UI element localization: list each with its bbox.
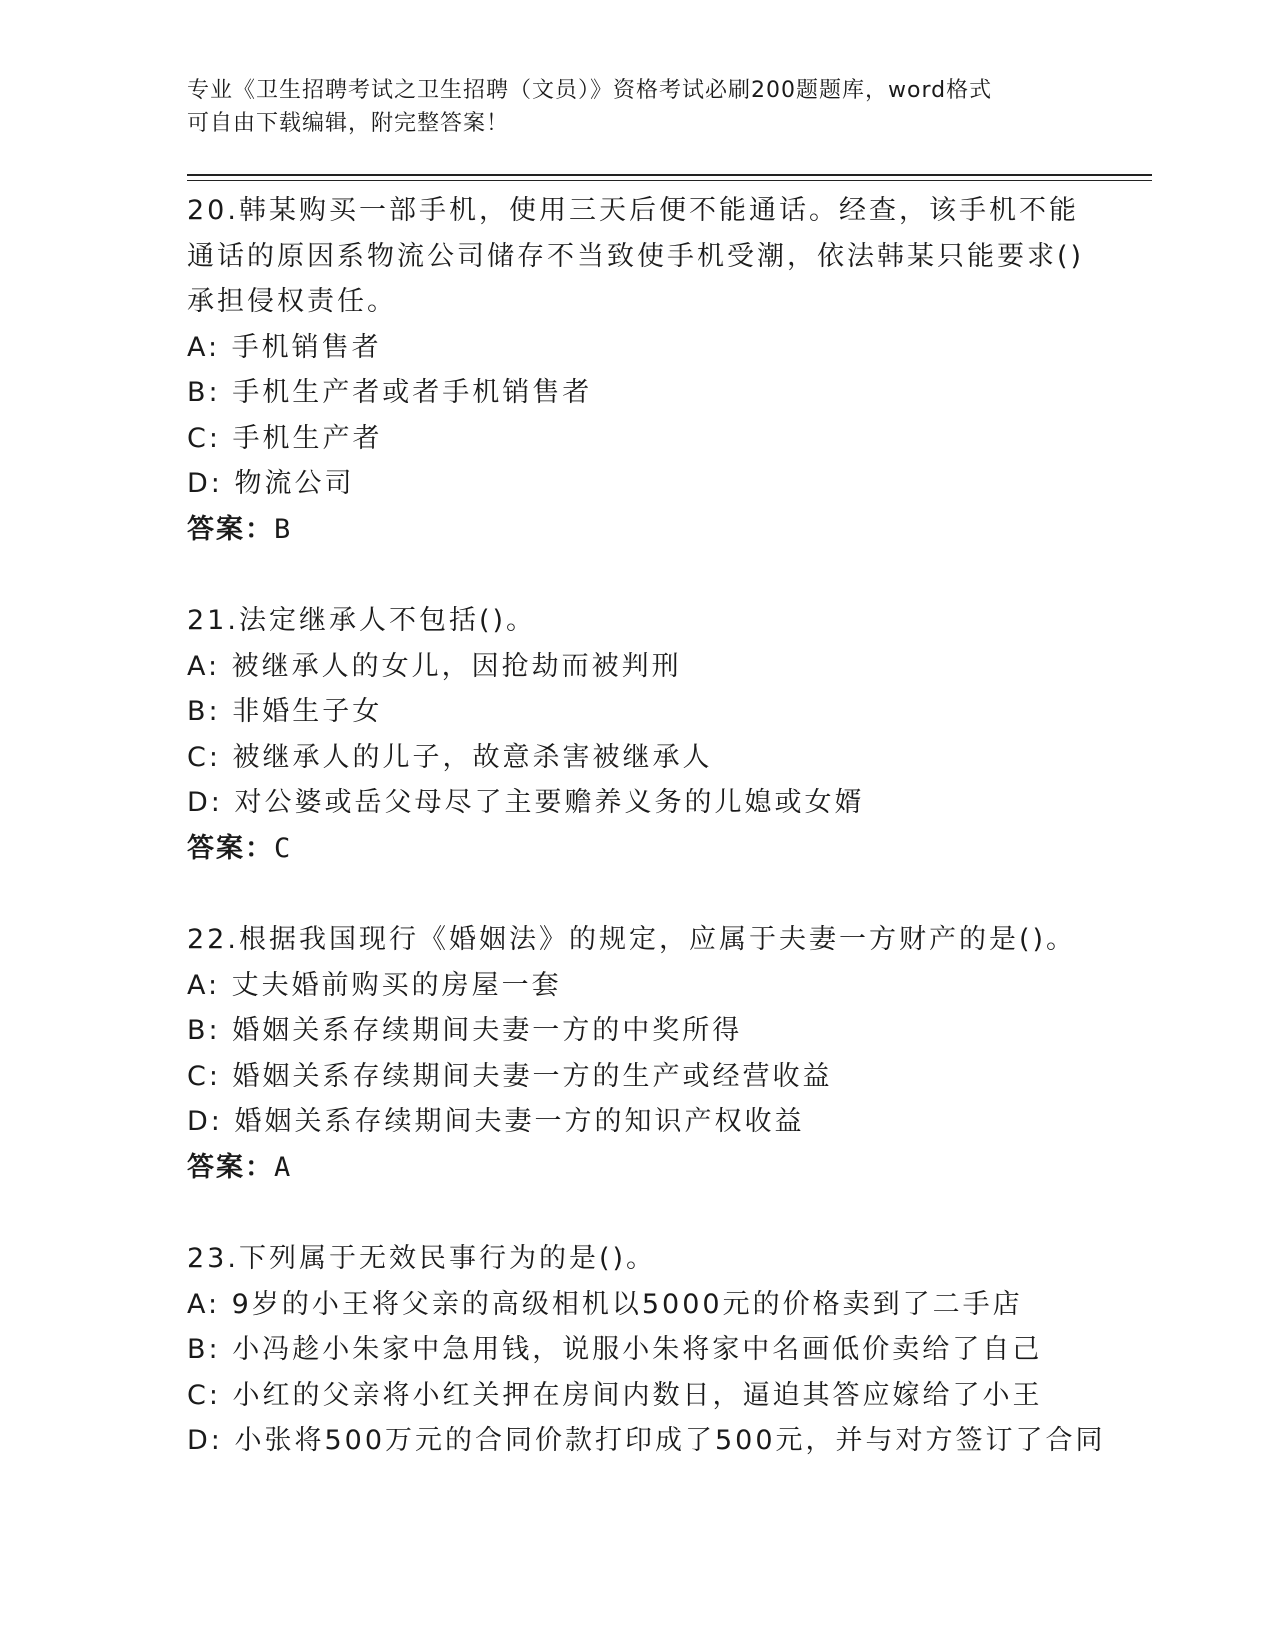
answer-label: 答案： <box>187 1151 274 1183</box>
answer-value: B <box>274 513 293 545</box>
question-list <box>187 188 1106 1510</box>
option-d: D: 小张将500万元的合同价款打印成了500元，并与对方签订了合同 <box>187 1425 1106 1456</box>
option-c: C: 被继承人的儿子，故意杀害被继承人 <box>187 741 713 773</box>
document-header <box>187 74 1067 140</box>
option-a: A: 手机销售者 <box>187 331 382 363</box>
option-c: C: 婚姻关系存续期间夫妻一方的生产或经营收益 <box>187 1060 833 1092</box>
option-a: A: 9岁的小王将父亲的高级相机以5000元的价格卖到了二手店 <box>187 1288 1023 1320</box>
header-line-2: 可自由下载编辑，附完整答案！ <box>187 111 510 136</box>
question-text: 22.根据我国现行《婚姻法》的规定，应属于夫妻一方财产的是()。 <box>187 924 1077 955</box>
answer-value: C <box>274 832 293 864</box>
question-23 <box>187 1236 1106 1464</box>
option-a: A: 丈夫婚前购买的房屋一套 <box>187 969 562 1001</box>
option-b: B: 小冯趁小朱家中急用钱，说服小朱将家中名画低价卖给了自己 <box>187 1334 1043 1365</box>
question-20 <box>187 188 1087 552</box>
answer <box>187 826 1087 872</box>
option-c: C: 小红的父亲将小红关押在房间内数日，逼迫其答应嫁给了小王 <box>187 1379 1043 1411</box>
question-text: 20.韩某购买一部手机，使用三天后便不能通话。经查，该手机不能通话的原因系物流公司储存不当致使手机受潮，依法韩某只能要求()承担侵权责任。 <box>187 195 1085 317</box>
option-d: D: 对公婆或岳父母尽了主要赡养义务的儿媳或女婿 <box>187 787 865 818</box>
answer <box>187 1145 1087 1191</box>
option-d: D: 物流公司 <box>187 468 355 499</box>
option-a: A: 被继承人的女儿，因抢劫而被判刑 <box>187 650 682 682</box>
header-line-1: 专业《卫生招聘考试之卫生招聘（文员）》资格考试必刷200题题库，word格式 <box>187 78 993 103</box>
answer <box>187 507 1087 553</box>
question-text: 23.下列属于无效民事行为的是()。 <box>187 1243 657 1274</box>
header-divider-thin <box>187 180 1152 181</box>
option-b: B: 婚姻关系存续期间夫妻一方的中奖所得 <box>187 1015 743 1046</box>
option-d: D: 婚姻关系存续期间夫妻一方的知识产权收益 <box>187 1106 805 1137</box>
option-b: B: 手机生产者或者手机销售者 <box>187 377 593 408</box>
question-21 <box>187 598 1087 871</box>
question-text: 21.法定继承人不包括()。 <box>187 605 537 636</box>
answer-value: A <box>274 1151 293 1183</box>
answer-label: 答案： <box>187 832 274 864</box>
option-c: C: 手机生产者 <box>187 422 383 454</box>
option-b: B: 非婚生子女 <box>187 696 383 727</box>
question-22 <box>187 917 1087 1190</box>
header-divider-thick <box>187 174 1152 176</box>
answer-label: 答案： <box>187 513 274 545</box>
